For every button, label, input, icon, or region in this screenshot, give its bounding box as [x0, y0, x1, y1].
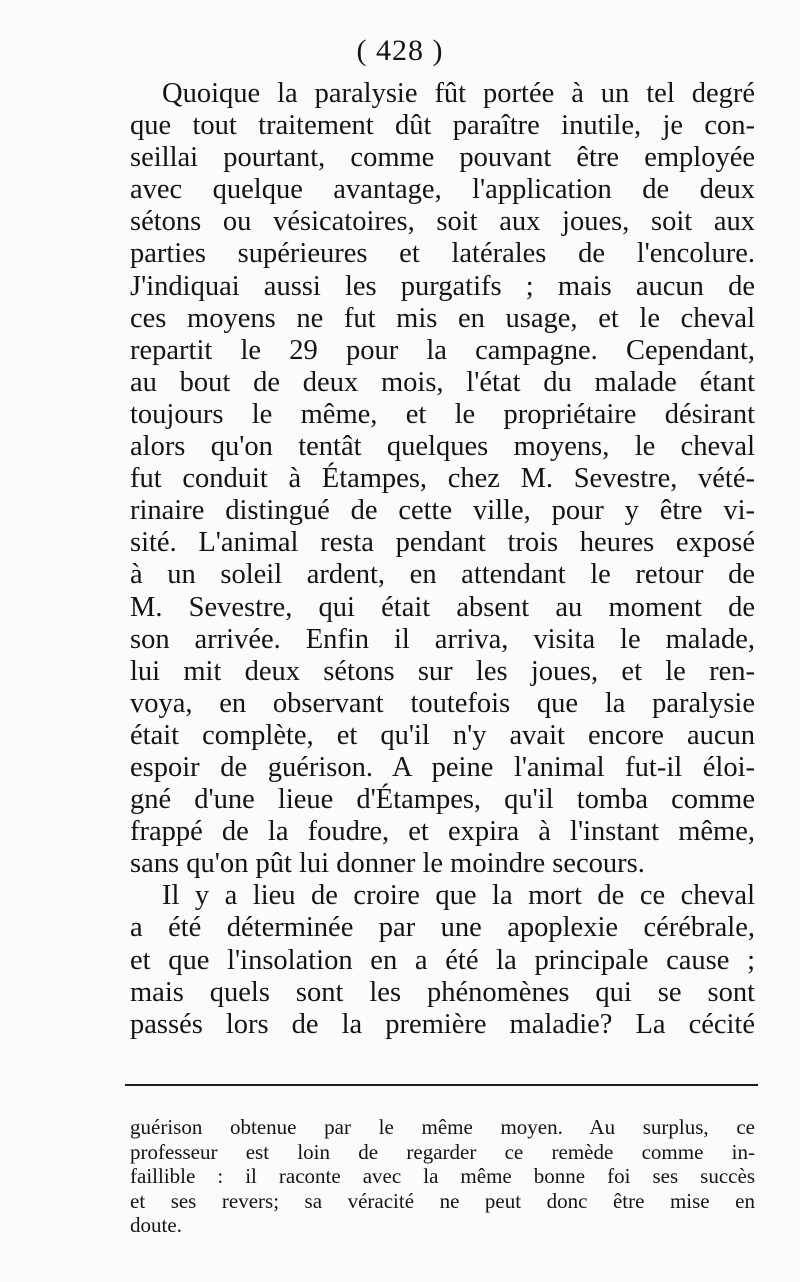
- body-line: frappé de la foudre, et expira à l'instant même,: [130, 816, 755, 848]
- body-line: ces moyens ne fut mis en usage, et le cheval: [130, 302, 755, 334]
- body-line: gné d'une lieue d'Étampes, qu'il tomba comme: [130, 784, 755, 816]
- body-line: voya, en observant toutefois que la paralysie: [130, 687, 755, 719]
- body-line: passés lors de la première maladie? La cécité: [130, 1008, 755, 1040]
- body-line: J'indiquai aussi les purgatifs ; mais aucun de: [130, 270, 755, 302]
- footnote-line: et ses revers; sa véracité ne peut donc être mise en: [130, 1188, 755, 1213]
- body-text: [130, 78, 755, 1041]
- body-line: son arrivée. Enfin il arriva, visita le malade,: [130, 623, 755, 655]
- body-line: mais quels sont les phénomènes qui se sont: [130, 976, 755, 1008]
- footnote: [130, 1115, 755, 1238]
- body-line: avec quelque avantage, l'application de deux: [130, 174, 755, 206]
- body-line: à un soleil ardent, en attendant le retour de: [130, 559, 755, 591]
- body-line: M. Sevestre, qui était absent au moment de: [130, 591, 755, 623]
- body-line: Quoique la paralysie fût portée à un tel degré: [162, 78, 755, 109]
- body-line: seillai pourtant, comme pouvant être employée: [130, 142, 755, 174]
- body-line: lui mit deux sétons sur les joues, et le ren-: [130, 655, 755, 687]
- body-line: parties supérieures et latérales de l'encolure.: [130, 238, 755, 270]
- body-line: que tout traitement dût paraître inutile, je con-: [130, 110, 755, 142]
- footnote-line: professeur est loin de regarder ce remède comme in-: [130, 1139, 755, 1164]
- footnote-line: guérison obtenue par le même moyen. Au surplus, ce: [130, 1115, 755, 1139]
- footnote-line: faillible : il raconte avec la même bonne foi ses succès: [130, 1164, 755, 1189]
- body-line: fut conduit à Étampes, chez M. Sevestre, vété-: [130, 463, 755, 495]
- body-line: sétons ou vésicatoires, soit aux joues, soit aux: [130, 206, 755, 238]
- body-line: rinaire distingué de cette ville, pour y être vi-: [130, 495, 755, 527]
- body-line: était complète, et qu'il n'y avait encore aucun: [130, 719, 755, 751]
- body-line: au bout de deux mois, l'état du malade étant: [130, 366, 755, 398]
- body-line: alors qu'on tentât quelques moyens, le cheval: [130, 431, 755, 463]
- body-line: repartit le 29 pour la campagne. Cependant,: [130, 334, 755, 366]
- body-line: toujours le même, et le propriétaire désirant: [130, 398, 755, 430]
- body-line: et que l'insolation en a été la principale cause ;: [130, 944, 755, 976]
- footnote-line: doute.: [130, 1213, 182, 1238]
- body-line: Il y a lieu de croire que la mort de ce cheval: [162, 880, 755, 912]
- body-line: a été déterminée par une apoplexie cérébrale,: [130, 912, 755, 944]
- page-number: ( 428 ): [356, 34, 444, 67]
- footnote-divider: [125, 1084, 758, 1086]
- body-line: espoir de guérison. A peine l'animal fut-il éloi-: [130, 751, 755, 783]
- body-line: sité. L'animal resta pendant trois heures exposé: [130, 527, 755, 559]
- body-line: sans qu'on pût lui donner le moindre secours.: [130, 848, 645, 880]
